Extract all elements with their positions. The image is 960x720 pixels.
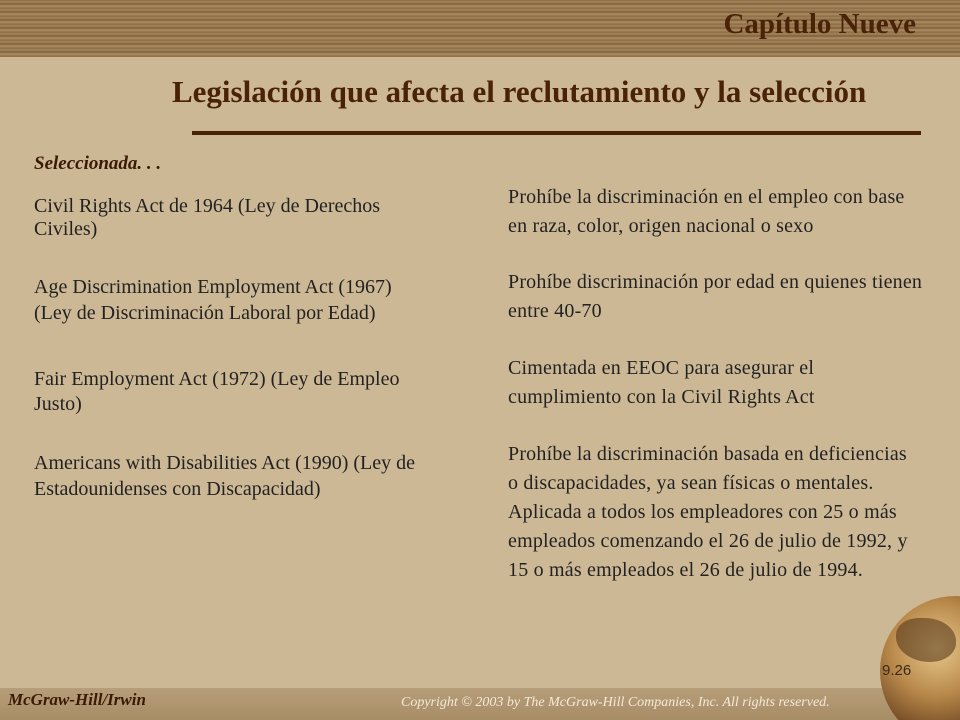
chapter-label: Capítulo Nueve	[723, 8, 916, 40]
law-civil-rights: Civil Rights Act de 1964 (Ley de Derechos Civiles)	[34, 195, 381, 240]
publisher-label: McGraw-Hill/Irwin	[8, 690, 146, 709]
desc-age-discrimination: Prohíbe discriminación por edad en quienes tienen entre 40-70	[508, 271, 923, 322]
desc-americans-disabilities: Prohíbe la discriminación basada en deficiencias o discapacidades, ya sean físicas o mentales. Aplicada a todos los empleadores con 25 o más empleados comenzando el 26 de julio de 1992, y 15 o más empleados el 26 de julio de 1994.	[508, 443, 908, 581]
desc-fair-employment: Cimentada en EEOC para asegurar el cumplimiento con la Civil Rights Act	[508, 357, 815, 408]
slide-title: Legislación que afecta el reclutamiento y la selección	[172, 74, 867, 109]
subheading: Seleccionada. . .	[34, 153, 162, 174]
desc-civil-rights: Prohíbe la discriminación en el empleo con base en raza, color, origen nacional o sexo	[508, 186, 905, 237]
law-americans-disabilities: Americans with Disabilities Act (1990) (Ley de Estadounidenses con Discapacidad)	[34, 452, 416, 500]
title-underline	[192, 131, 921, 135]
page-number: 9.26	[882, 662, 912, 679]
law-fair-employment: Fair Employment Act (1972) (Ley de Empleo Justo)	[34, 368, 400, 415]
copyright-notice: Copyright © 2003 by The McGraw-Hill Companies, Inc. All rights reserved.	[401, 695, 830, 710]
law-age-discrimination: Age Discrimination Employment Act (1967) (Ley de Discriminación Laboral por Edad)	[34, 276, 392, 324]
